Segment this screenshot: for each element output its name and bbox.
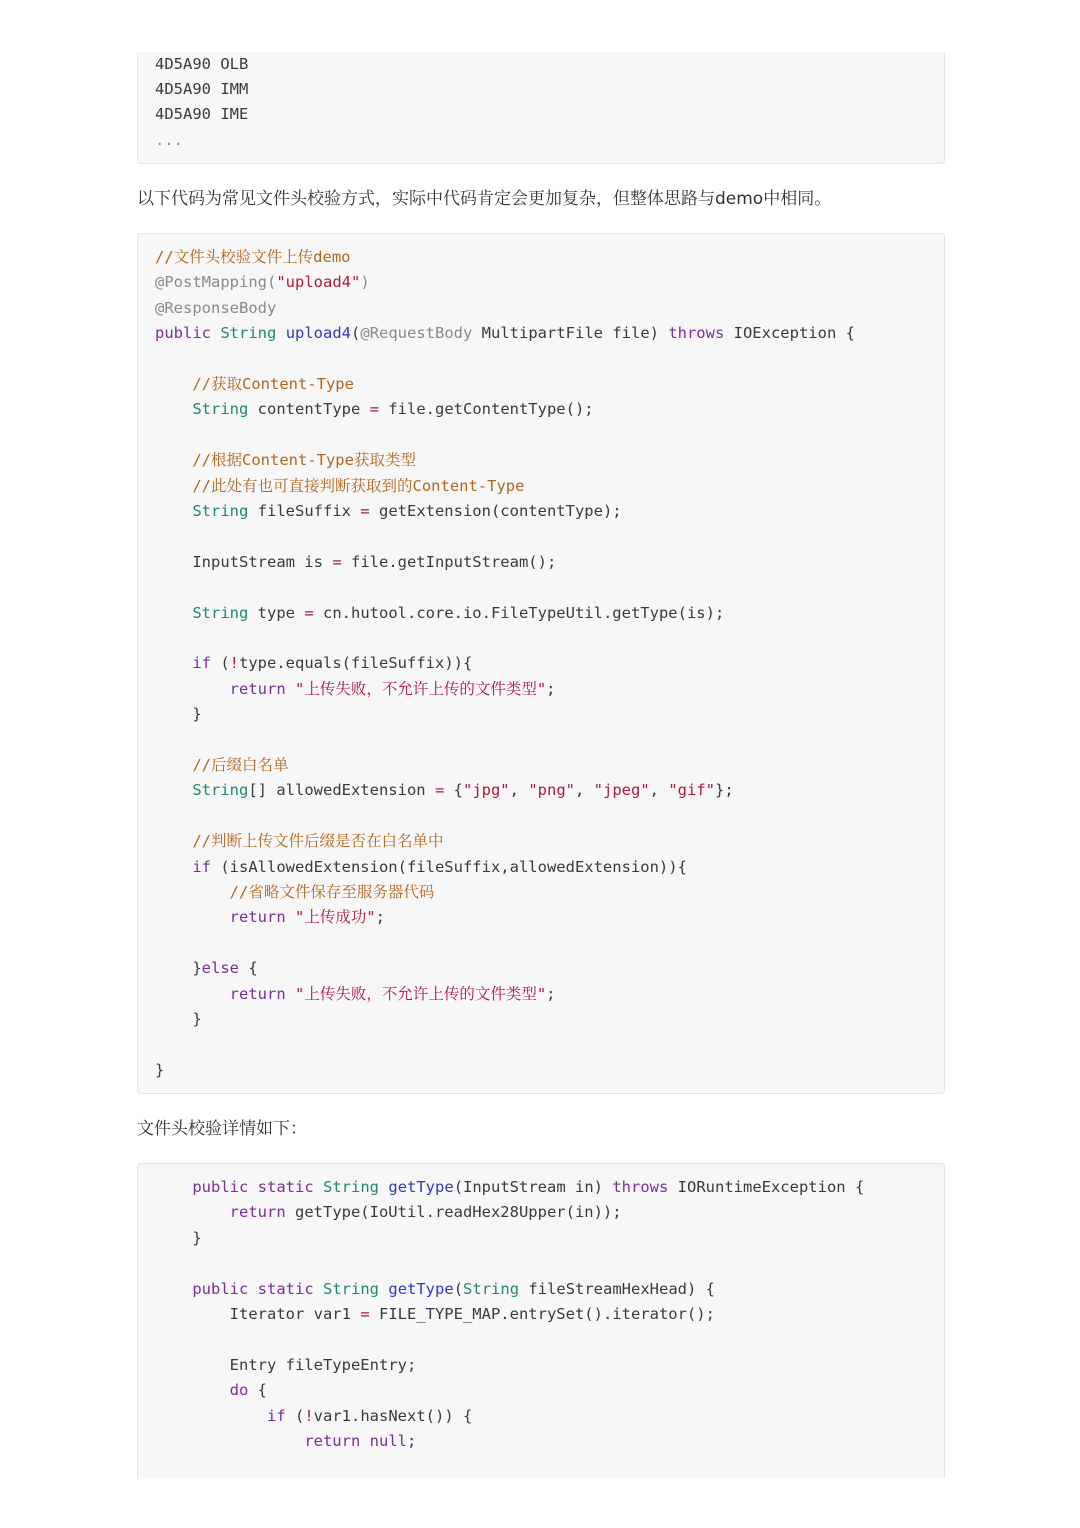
code-token: ( [285,1406,305,1425]
code-token: IORuntimeException { [668,1178,865,1196]
code-token: getType [388,1279,454,1298]
code-token: return [229,908,286,927]
code-token: fileStreamHexHead) { [519,1279,715,1298]
code-line [155,880,434,904]
code-line [155,651,472,675]
code-token: String [192,502,249,520]
code-token: ( [211,654,230,673]
code-token [155,604,192,622]
code-line [155,778,734,802]
code-line [155,1226,202,1250]
code-token: = [332,552,342,571]
code-token: public [155,324,211,343]
code-token: } [155,1010,202,1028]
code-line [155,1404,472,1428]
code-line [155,855,687,879]
code-token: ( [351,324,361,343]
code-token: public [192,1178,249,1196]
code-token: String [220,324,277,343]
code-line [155,128,183,152]
code-token [155,375,192,393]
code-token: = [369,400,379,419]
code-line [155,321,855,345]
code-line [155,270,370,294]
code-token [360,1432,369,1450]
code-token [155,1280,192,1298]
code-token: , [649,781,669,800]
code-line [155,1200,622,1224]
code-token: ; [546,679,556,698]
code-token: public [192,1279,249,1298]
code-token [286,908,295,926]
code-token: if [266,1406,286,1425]
code-token [379,1178,388,1196]
code-token: upload4 [285,324,352,343]
code-token: //后缀白名单 [192,756,289,774]
code-token: String [192,781,249,800]
code-token: ; [406,1432,417,1450]
code-token [248,1178,257,1196]
code-token: static [257,1178,314,1196]
code-token: ! [229,654,240,673]
code-line [155,905,385,929]
code-token [155,781,192,799]
code-line [155,956,258,980]
code-line [155,1302,715,1326]
code-line [155,1353,416,1377]
code-token: else [201,959,239,978]
code-line [155,372,354,396]
code-token [155,1178,192,1196]
code-token: ( [453,1279,464,1298]
code-token: 4D5A90 IMM [155,80,249,99]
code-token [248,1280,257,1298]
code-token: 4D5A90 OLB [155,55,249,73]
code-token: InputStream is [155,552,333,571]
code-token: } [155,705,202,724]
code-token [155,1203,230,1221]
code-token: "upload4" [276,273,361,292]
code-token: //判断上传文件后缀是否在白名单中 [192,832,444,851]
code-token: getType [388,1178,454,1196]
code-token: { [444,781,463,800]
code-token: contentType [248,400,370,419]
code-token: "jpg" [462,781,510,800]
details-paragraph: 文件头校验详情如下： [137,1119,307,1139]
code-token: fileSuffix [248,502,361,520]
code-token: "上传成功" [295,908,376,927]
code-token [314,1178,323,1196]
code-line [155,245,351,269]
code-token: String [323,1178,380,1196]
code-line [155,296,276,320]
code-token: @ResponseBody [155,298,277,317]
code-token: //获取Content-Type [192,375,354,393]
code-token: String [323,1279,380,1298]
code-token: "上传失败，不允许上传的文件类型" [295,984,547,1003]
code-token: type [248,603,305,622]
code-token: 4D5A90 IME [155,105,249,124]
code-token [155,451,192,469]
code-token: } [155,1228,202,1247]
code-token: throws [612,1178,669,1196]
code-token: FILE_TYPE_MAP.entrySet().iterator(); [369,1305,715,1323]
code-token [155,1381,230,1399]
code-token [155,985,230,1003]
code-token: ) [360,273,370,292]
code-token: if [192,857,211,876]
code-token: return [304,1432,361,1450]
code-token: cn.hutool.core.io.FileTypeUtil.getType(is); [313,603,725,622]
code-line [155,601,724,625]
code-block-gettype [137,1163,945,1478]
code-token: return [229,984,286,1003]
code-token: getExtension(contentType); [369,502,622,520]
code-token: ; [375,908,386,927]
code-token: IOException { [724,324,855,343]
code-block-upload4 [137,233,945,1094]
code-token [286,985,295,1003]
code-token [155,400,192,418]
code-token: , [575,781,594,800]
code-token: type.equals(fileSuffix)){ [239,654,473,673]
code-token: //文件头校验文件上传demo [155,248,351,266]
code-token [155,858,192,876]
code-token: Entry fileTypeEntry; [155,1355,417,1374]
code-line [155,677,556,701]
code-token: return [229,1203,286,1222]
code-token [211,324,220,342]
code-line [155,550,556,574]
code-token [155,477,192,495]
code-line [155,102,248,126]
code-line [155,1175,864,1199]
code-token [286,680,295,698]
code-token: @RequestBody [360,324,473,343]
code-line [155,702,202,726]
code-token: file.getInputStream(); [341,552,557,571]
code-token [155,832,192,850]
code-token: = [360,502,370,520]
code-token: , [509,781,529,800]
code-line [155,397,594,421]
code-token: = [304,603,314,622]
code-line [155,753,289,777]
code-token: [] allowedExtension [248,781,435,800]
code-token [276,324,285,342]
code-token: throws [668,324,725,343]
code-token [155,502,192,520]
code-token: null [369,1432,407,1450]
code-token: @PostMapping( [155,273,277,292]
code-token: { [248,1381,267,1400]
code-token: //此处有也可直接判断获取到的Content-Type [192,476,525,495]
code-token: String [192,400,249,419]
code-token: Iterator var1 [155,1305,361,1323]
code-line [155,52,248,76]
code-token: } [155,1060,165,1079]
code-line [155,829,444,853]
code-token [155,654,192,672]
code-token: "png" [528,781,575,800]
code-line [155,77,248,101]
code-token [155,1432,304,1450]
code-token: }; [715,781,734,800]
code-token [155,883,230,901]
code-token: { [239,959,258,978]
code-token [155,680,230,698]
code-line [155,1277,715,1301]
code-token: (InputStream in) [453,1178,613,1196]
code-token: = [360,1305,370,1323]
code-token: ... [155,130,183,149]
code-token: "gif" [668,781,716,800]
code-token: = [434,781,445,800]
code-token: static [257,1279,314,1298]
code-token: MultipartFile file) [472,324,669,343]
code-token: var1.hasNext()) { [313,1406,473,1425]
code-token: ; [546,984,556,1003]
code-token: file.getContentType(); [379,400,594,419]
code-line [155,1378,267,1402]
code-token: getType(IoUtil.readHex28Upper(in)); [285,1203,622,1222]
code-token: String [192,603,249,622]
code-token [314,1280,323,1298]
code-token: ! [304,1406,314,1425]
code-token [379,1280,388,1298]
code-token: (isAllowedExtension(fileSuffix,allowedExtension)){ [211,857,687,876]
code-token: //根据Content-Type获取类型 [192,451,416,470]
code-token: } [155,959,202,978]
code-line [155,474,524,498]
code-line [155,1007,202,1031]
code-token: "上传失败，不允许上传的文件类型" [295,679,547,698]
code-line [155,982,556,1006]
code-line [155,1058,164,1082]
code-token: String [463,1279,520,1298]
code-line [155,1429,416,1453]
code-token: return [229,679,286,698]
code-token: "jpeg" [593,781,650,800]
code-token: do [229,1381,249,1400]
code-block-magic-numbers [137,52,945,164]
code-token: //省略文件保存至服务器代码 [229,883,435,901]
code-line [155,499,622,523]
code-line [155,448,416,472]
code-token [155,756,192,774]
code-token [155,908,230,926]
code-token: if [192,654,211,673]
intro-paragraph: 以下代码为常见文件头校验方式，实际中代码肯定会更加复杂，但整体思路与demo中相同。 [137,189,832,209]
code-token [155,1407,267,1425]
